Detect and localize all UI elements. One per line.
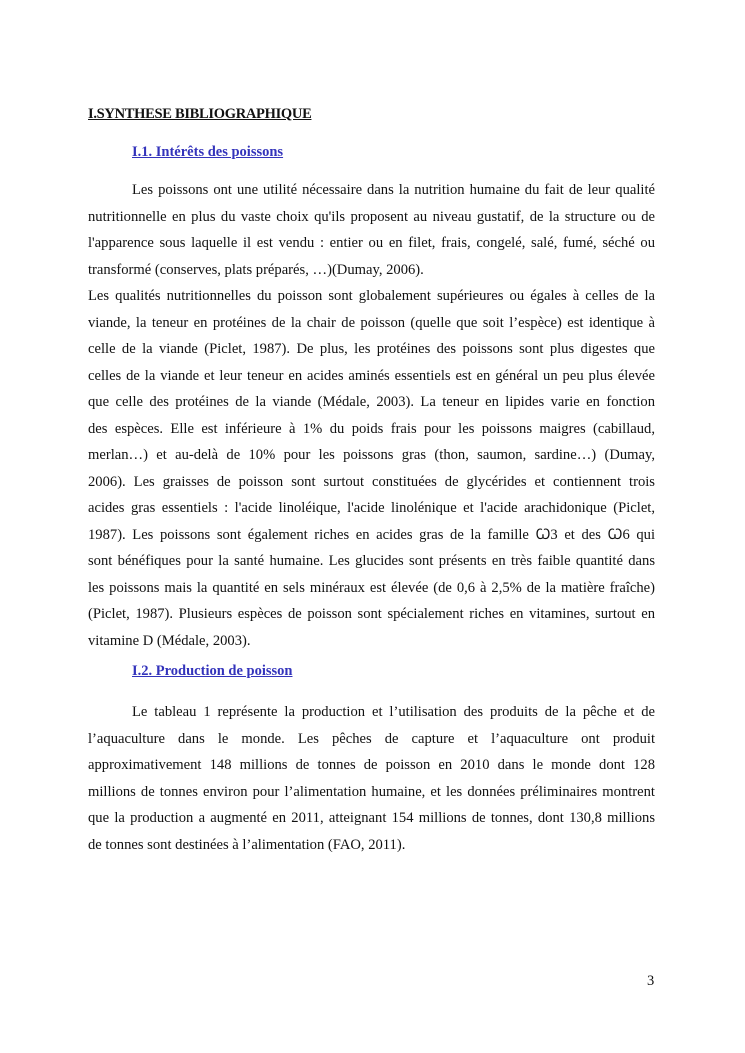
text-line: (Piclet, 1987). Plusieurs espèces de poisson sont spécialement riches en vitamines, surtout en [88,606,655,622]
text-line: viande, la teneur en protéines de la chair de poisson (quelle que soit l’espèce) est identique à [88,314,655,331]
text-line: vitamine D (Médale, 2003). [88,632,251,649]
main-heading: I.SYNTHESE BIBLIOGRAPHIQUE [88,106,312,122]
text-line: acides gras essentiels : l'acide linoléique, l'acide linolénique et l'acide arachidonique (Piclet, [88,500,655,516]
text-line: que celle des protéines de la viande (Médale, 2003). La teneur en lipides varie en fonction [88,394,655,410]
text-line: Le tableau 1 représente la production et l’utilisation des produits de la pêche et de [132,704,655,720]
section-1-title: I.1. Intérêts des poissons [132,144,284,160]
section-1-paragraph-1 [88,177,655,283]
text-line: des espèces. Elle est inférieure à 1% du poids frais pour les poissons maigres (cabillaud, [88,420,655,437]
text-line: celles de la viande et leur teneur en acides aminés essentiels est en général un peu plus élevée [88,367,655,384]
text-line: les poissons mais la quantité en sels minéraux est élevée (de 0,6 à 2,5% de la matière fraîche) [88,579,655,596]
text-line: millions de tonnes environ pour l’alimentation humaine, et les données préliminaires montrent [88,783,655,800]
section-2-title: I.2. Production de poisson [132,663,293,679]
text-line: Les poissons ont une utilité nécessaire dans la nutrition humaine du fait de leur qualité [132,182,655,198]
page-number: 3 [647,973,655,989]
text-line: approximativement 148 millions de tonnes de poisson en 2010 dans le monde dont 128 [88,757,655,773]
text-line: l'apparence sous laquelle il est vendu : entier ou en filet, frais, congelé, salé, fumé, séché ou [88,235,655,251]
text-line: 2006). Les graisses de poisson sont surtout constituées de glycérides et contiennent trois [88,473,655,490]
section-2-paragraph-1 [88,699,655,858]
text-line: celle de la viande (Piclet, 1987). De plus, les protéines des poissons sont plus digestes que [88,341,655,357]
text-line: de tonnes sont destinées à l’alimentation (FAO, 2011). [88,836,406,853]
text-line: Les qualités nutritionnelles du poisson sont globalement supérieures ou égales à celles de la [88,288,655,304]
text-line: nutritionnelle en plus du vaste choix qu'ils proposent au niveau gustatif, de la structure ou de [88,208,655,225]
text-line: sont bénéfiques pour la santé humaine. Les glucides sont présents en très faible quantité dans [88,553,655,569]
text-line: merlan…) et au-delà de 10% pour les poissons gras (thon, saumon, sardine…) (Dumay, [88,447,655,463]
text-line: 1987). Les poissons sont également riches en acides gras de la famille Ꞷ3 et des Ꞷ6 qui [88,526,655,543]
text-line: transformé (conserves, plats préparés, …)(Dumay, 2006). [88,261,424,278]
text-line: que la production a augmenté en 2011, atteignant 154 millions de tonnes, dont 130,8 millions [88,810,655,826]
text-line: l’aquaculture dans le monde. Les pêches de capture et l’aquaculture ont produit [88,730,655,747]
section-1-paragraph-2 [88,283,655,654]
